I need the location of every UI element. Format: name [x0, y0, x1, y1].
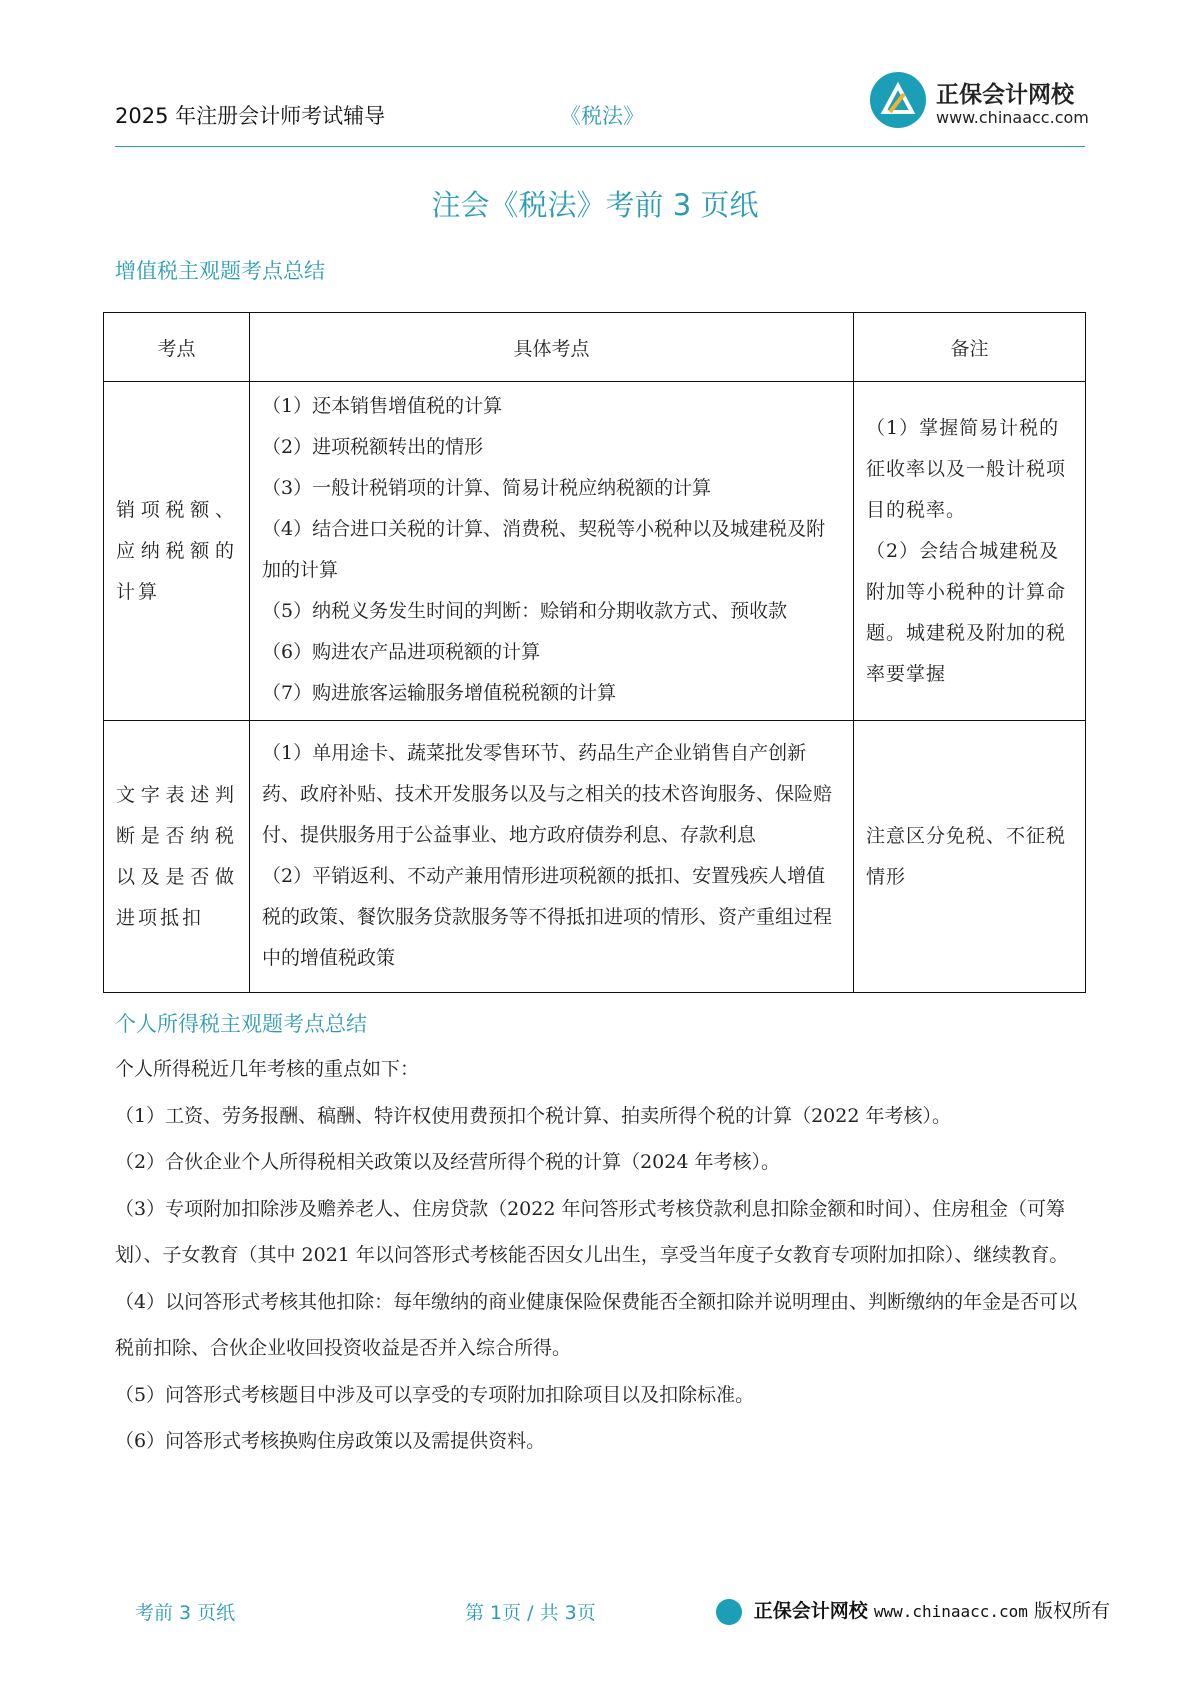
table-row [104, 382, 1086, 721]
vat-section-heading: 增值税主观题考点总结 [115, 259, 325, 283]
iit-item: （2）合伙企业个人所得税相关政策以及经营所得个税的计算（2024 年考核）。 [115, 1151, 780, 1173]
row-note [854, 382, 1086, 721]
row-points [250, 382, 854, 721]
iit-item: （1）工资、劳务报酬、稿酬、特许权使用费预扣个税计算、拍卖所得个税的计算（2022 年考核）。 [115, 1104, 951, 1127]
footer-url: www.chinaacc.com [873, 1602, 1028, 1621]
footer-brand [716, 1596, 1110, 1625]
logo-icon [870, 72, 926, 128]
point-item: （6）购进农产品进项税额的计算 [262, 641, 541, 663]
footer-label: 考前 3 页纸 [135, 1602, 236, 1624]
vat-table [103, 312, 1086, 993]
table-row [104, 721, 1086, 993]
note-item: 注意区分免税、不征税情形 [866, 824, 1067, 888]
row-points [250, 721, 854, 993]
row-topic: 文字表述判断是否纳税以及是否做进项抵扣 [104, 721, 250, 993]
column-header-points: 具体考点 [250, 313, 854, 382]
iit-item: （6）问答形式考核换购住房政策以及需提供资料。 [115, 1430, 546, 1452]
column-header-notes: 备注 [854, 313, 1086, 382]
footer-brand-name: 正保会计网校 [753, 1600, 868, 1622]
point-item: （1）单用途卡、蔬菜批发零售环节、药品生产企业销售自产创新药、政府补贴、技术开发服务以及与之相关的技术咨询服务、保险赔付、提供服务用于公益事业、地方政府债券利息、存款利息 [262, 741, 833, 846]
note-item: （2）会结合城建税及附加等小税种的计算命题。城建税及附加的税率要掌握 [866, 539, 1067, 685]
page-indicator: 第 1页 / 共 3页 [465, 1602, 596, 1624]
iit-section-heading: 个人所得税主观题考点总结 [115, 1012, 367, 1036]
logo-name: 正保会计网校 [936, 82, 1074, 108]
header-divider [115, 146, 1085, 147]
header-course: 2025 年注册会计师考试辅导 [115, 104, 386, 128]
point-item: （2）平销返利、不动产兼用情形进项税额的抵扣、安置残疾人增值税的政策、餐饮服务贷款服务等不得抵扣进项的情形、资产重组过程中的增值税政策 [262, 864, 833, 969]
logo [870, 72, 1089, 132]
header-subject: 《税法》 [560, 104, 644, 128]
iit-item: （4）以问答形式考核其他扣除：每年缴纳的商业健康保险保费能否全额扣除并说明理由、判断缴纳的年金是否可以税前扣除、合伙企业收回投资收益是否并入综合所得。 [115, 1290, 1078, 1359]
footer-rights: 版权所有 [1033, 1600, 1110, 1622]
point-item: （3）一般计税销项的计算、简易计税应纳税额的计算 [262, 477, 712, 499]
iit-item: （5）问答形式考核题目中涉及可以享受的专项附加扣除项目以及扣除标准。 [115, 1383, 755, 1406]
iit-body [115, 1046, 1085, 1465]
point-item: （1）还本销售增值税的计算 [262, 395, 503, 417]
row-topic: 销项税额、应纳税额的计算 [104, 382, 250, 721]
logo-url: www.chinaacc.com [936, 108, 1089, 127]
point-item: （7）购进旅客运输服务增值税税额的计算 [262, 682, 617, 704]
column-header-topic: 考点 [104, 313, 250, 382]
page-header [115, 60, 1089, 148]
table-header-row [104, 313, 1086, 382]
point-item: （4）结合进口关税的计算、消费税、契税等小税种以及城建税及附加的计算 [262, 518, 826, 581]
page-footer [135, 1592, 1110, 1628]
note-item: （1）掌握简易计税的征收率以及一般计税项目的税率。 [866, 416, 1067, 521]
point-item: （5）纳税义务发生时间的判断：赊销和分期收款方式、预收款 [262, 600, 788, 622]
iit-intro: 个人所得税近几年考核的重点如下： [115, 1058, 420, 1080]
point-item: （2）进项税额转出的情形 [262, 436, 484, 458]
row-note [854, 721, 1086, 993]
document-title: 注会《税法》考前 3 页纸 [431, 188, 759, 222]
iit-item: （3）专项附加扣除涉及赡养老人、住房贷款（2022 年问答形式考核贷款利息扣除金额和时间）、住房租金（可筹划）、子女教育（其中 2021 年以问答形式考核能否因女儿出生，享受当年度子女教育专项附加扣除）、继续教育。 [115, 1197, 1069, 1266]
footer-logo-icon [716, 1599, 742, 1625]
